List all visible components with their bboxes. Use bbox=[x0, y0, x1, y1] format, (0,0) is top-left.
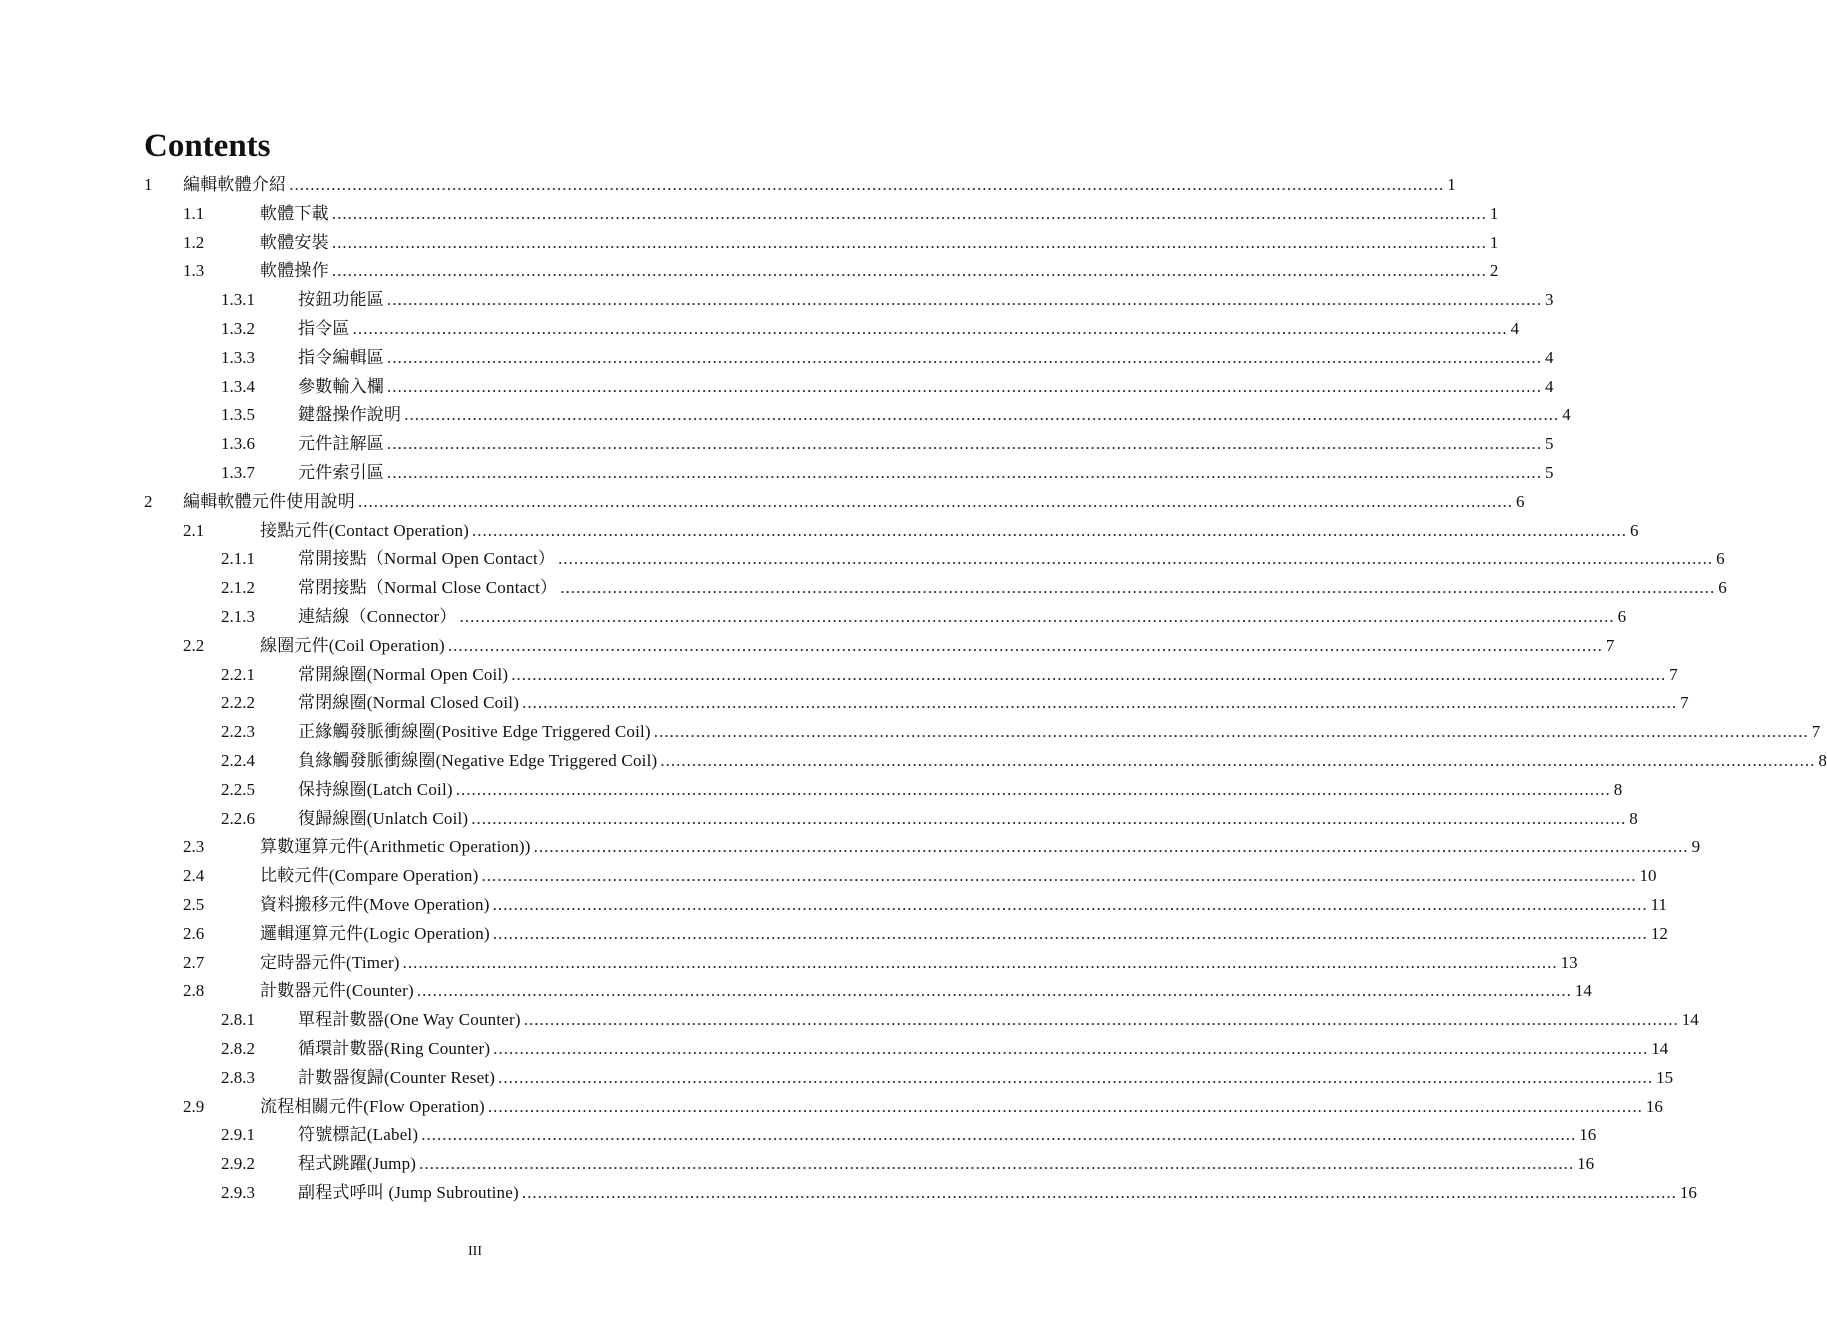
dot-leader: ............................................................................................................................................................................................................................ bbox=[416, 981, 1572, 1001]
toc-entry[interactable] bbox=[0, 286, 1554, 315]
toc-entry-number: 1.2 bbox=[183, 232, 205, 252]
dot-leader: ............................................................................................................................................................................................................................ bbox=[331, 203, 1487, 223]
dot-leader: ............................................................................................................................................................................................................................ bbox=[522, 693, 1678, 713]
toc-entry-page: 6 bbox=[1516, 491, 1525, 511]
toc-entry-page: 16 bbox=[1579, 1125, 1597, 1145]
toc-entry-body bbox=[298, 776, 1623, 805]
toc-entry-page: 13 bbox=[1560, 952, 1578, 972]
toc-entry-page: 12 bbox=[1650, 923, 1668, 943]
toc-entry-title: 副程式呼叫 (Jump Subroutine) bbox=[298, 1182, 519, 1202]
toc-entry-body bbox=[298, 574, 1727, 603]
toc-entry-number: 2.2.2 bbox=[221, 693, 255, 713]
toc-entry-page: 6 bbox=[1630, 520, 1639, 540]
toc-entry[interactable] bbox=[0, 833, 1701, 862]
toc-entry-title: 參數輸入欄 bbox=[298, 376, 384, 396]
toc-entry-title: 循環計數器(Ring Counter) bbox=[298, 1038, 491, 1058]
toc-entry-title: 常開線圈(Normal Open Coil) bbox=[298, 664, 509, 684]
dot-leader: ............................................................................................................................................................................................................................ bbox=[404, 405, 1560, 425]
toc-entry-title: 按鈕功能區 bbox=[298, 290, 384, 310]
toc-entry-body bbox=[298, 315, 1520, 344]
toc-entry[interactable] bbox=[0, 1150, 1595, 1179]
toc-entry-body bbox=[260, 833, 1701, 862]
toc-entry-body bbox=[260, 229, 1499, 258]
toc-entry-body bbox=[260, 1093, 1663, 1122]
toc-entry-page: 1 bbox=[1447, 175, 1456, 194]
toc-entry[interactable] bbox=[0, 689, 1689, 718]
toc-entry-body bbox=[298, 401, 1571, 430]
dot-leader: ............................................................................................................................................................................................................................ bbox=[511, 664, 1667, 684]
dot-leader: ............................................................................................................................................................................................................................ bbox=[387, 462, 1542, 482]
toc-entry-number: 2.5 bbox=[183, 894, 205, 914]
toc-entry-page: 4 bbox=[1510, 318, 1520, 338]
toc-entry-title: 編輯軟體介紹 bbox=[183, 175, 287, 194]
toc-entry-page: 7 bbox=[1605, 635, 1615, 655]
toc-entry[interactable] bbox=[0, 1006, 1699, 1035]
toc-entry-number: 2.2.1 bbox=[221, 664, 255, 684]
toc-entry-title: 保持線圈(Latch Coil) bbox=[298, 779, 453, 799]
table-of-contents bbox=[0, 171, 1827, 1208]
toc-entry-number: 1.3.7 bbox=[221, 462, 255, 482]
toc-entry-title: 流程相關元件(Flow Operation) bbox=[260, 1096, 485, 1116]
toc-entry[interactable] bbox=[0, 1035, 1669, 1064]
toc-entry-number: 1.3 bbox=[183, 261, 205, 281]
toc-entry-number: 2.2.3 bbox=[221, 722, 255, 742]
toc-entry-title: 軟體安裝 bbox=[260, 232, 329, 252]
toc-entry-title: 鍵盤操作說明 bbox=[298, 405, 402, 425]
toc-entry-number: 2.9.1 bbox=[221, 1125, 255, 1145]
toc-entry-body bbox=[298, 1121, 1597, 1150]
dot-leader: ............................................................................................................................................................................................................................ bbox=[521, 1182, 1677, 1202]
toc-entry-page: 1 bbox=[1489, 232, 1499, 252]
dot-leader: ............................................................................................................................................................................................................................ bbox=[660, 750, 1816, 770]
toc-entry-title: 資料搬移元件(Move Operation) bbox=[260, 894, 490, 914]
dot-leader: ............................................................................................................................................................................................................................ bbox=[331, 261, 1487, 281]
toc-entry-body bbox=[298, 1035, 1669, 1064]
toc-entry-body bbox=[298, 1006, 1699, 1035]
toc-entry-number: 1.3.2 bbox=[221, 318, 255, 338]
toc-entry-title: 符號標記(Label) bbox=[298, 1125, 419, 1145]
toc-entry-title: 常閉線圈(Normal Closed Coil) bbox=[298, 693, 520, 713]
toc-entry[interactable] bbox=[0, 229, 1499, 258]
toc-entry[interactable] bbox=[0, 430, 1554, 459]
toc-entry-number: 2.1.2 bbox=[221, 578, 255, 598]
toc-entry-body bbox=[260, 920, 1668, 949]
toc-entry-body bbox=[298, 1179, 1697, 1208]
toc-entry-page: 16 bbox=[1679, 1182, 1697, 1202]
toc-entry[interactable] bbox=[0, 517, 1639, 546]
toc-entry-body bbox=[260, 949, 1578, 978]
toc-entry[interactable] bbox=[0, 632, 1615, 661]
toc-entry-title: 常閉接點（Normal Close Contact） bbox=[298, 578, 558, 598]
toc-entry[interactable] bbox=[0, 459, 1554, 488]
toc-entry-number: 2.1 bbox=[183, 520, 205, 540]
toc-entry-title: 編輯軟體元件使用說明 bbox=[183, 491, 355, 511]
dot-leader: ............................................................................................................................................................................................................................ bbox=[289, 175, 1445, 194]
toc-entry-page: 5 bbox=[1545, 434, 1554, 454]
toc-entry-number: 2.9.3 bbox=[221, 1182, 255, 1202]
toc-entry[interactable] bbox=[0, 747, 1827, 776]
toc-entry-number: 2.2 bbox=[183, 635, 205, 655]
toc-entry-page: 15 bbox=[1656, 1067, 1674, 1087]
toc-entry-body bbox=[298, 430, 1554, 459]
toc-entry-title: 單程計數器(One Way Counter) bbox=[298, 1010, 521, 1030]
toc-entry[interactable] bbox=[0, 977, 1592, 1006]
toc-entry-page: 4 bbox=[1562, 405, 1571, 425]
toc-entry-body bbox=[298, 286, 1554, 315]
dot-leader: ............................................................................................................................................................................................................................ bbox=[419, 1154, 1575, 1174]
toc-entry-body bbox=[298, 603, 1627, 632]
toc-entry-number: 1.3.6 bbox=[221, 434, 255, 454]
dot-leader: ............................................................................................................................................................................................................................ bbox=[387, 347, 1542, 367]
toc-entry-body bbox=[298, 545, 1725, 574]
toc-entry-number: 2.4 bbox=[183, 866, 205, 886]
toc-entry-title: 復歸線圈(Unlatch Coil) bbox=[298, 808, 469, 828]
toc-entry-title: 線圈元件(Coil Operation) bbox=[260, 635, 445, 655]
toc-entry-number: 2.1.3 bbox=[221, 606, 255, 626]
toc-entry-page: 9 bbox=[1691, 837, 1701, 857]
toc-entry-page: 16 bbox=[1577, 1154, 1595, 1174]
toc-entry[interactable] bbox=[0, 1064, 1674, 1093]
toc-entry-body bbox=[260, 257, 1499, 286]
toc-entry-number: 2.7 bbox=[183, 952, 205, 972]
dot-leader: ............................................................................................................................................................................................................................ bbox=[358, 491, 1513, 511]
toc-entry-body bbox=[260, 977, 1592, 1006]
toc-entry[interactable] bbox=[0, 862, 1657, 891]
toc-entry-page: 6 bbox=[1617, 606, 1627, 626]
toc-entry-body bbox=[298, 459, 1554, 488]
toc-entry[interactable] bbox=[0, 257, 1499, 286]
dot-leader: ............................................................................................................................................................................................................................ bbox=[653, 722, 1809, 742]
toc-entry-number: 1 bbox=[144, 175, 153, 194]
dot-leader: ............................................................................................................................................................................................................................ bbox=[493, 1038, 1649, 1058]
toc-entry-body bbox=[298, 689, 1689, 718]
toc-entry-body bbox=[260, 891, 1667, 920]
dot-leader: ............................................................................................................................................................................................................................ bbox=[447, 635, 1603, 655]
toc-entry-number: 2.8.1 bbox=[221, 1010, 255, 1030]
dot-leader: ............................................................................................................................................................................................................................ bbox=[487, 1096, 1643, 1116]
toc-entry-body bbox=[260, 632, 1615, 661]
toc-entry-page: 4 bbox=[1545, 376, 1554, 396]
toc-entry-body bbox=[298, 344, 1554, 373]
toc-entry-number: 2.8 bbox=[183, 981, 205, 1001]
toc-entry-page: 6 bbox=[1716, 549, 1725, 569]
dot-leader: ............................................................................................................................................................................................................................ bbox=[421, 1125, 1577, 1145]
toc-entry-number: 2.6 bbox=[183, 923, 205, 943]
dot-leader: ............................................................................................................................................................................................................................ bbox=[560, 578, 1716, 598]
toc-entry[interactable] bbox=[0, 315, 1520, 344]
dot-leader: ............................................................................................................................................................................................................................ bbox=[498, 1067, 1654, 1087]
toc-entry[interactable] bbox=[0, 891, 1667, 920]
toc-entry-number: 2.2.6 bbox=[221, 808, 255, 828]
toc-entry-number: 1.3.1 bbox=[221, 290, 255, 310]
toc-entry-number: 2.2.5 bbox=[221, 779, 255, 799]
toc-entry-title: 程式跳躍(Jump) bbox=[298, 1154, 417, 1174]
toc-entry-title: 指令區 bbox=[298, 318, 350, 338]
toc-entry[interactable] bbox=[0, 545, 1725, 574]
toc-entry-title: 軟體下載 bbox=[260, 203, 329, 223]
toc-entry-page: 7 bbox=[1680, 693, 1689, 713]
toc-entry-body bbox=[298, 661, 1678, 690]
toc-entry-title: 軟體操作 bbox=[260, 261, 329, 281]
toc-entry[interactable] bbox=[0, 1121, 1597, 1150]
toc-entry-page: 7 bbox=[1669, 664, 1678, 684]
toc-entry-number: 1.1 bbox=[183, 203, 205, 223]
dot-leader: ............................................................................................................................................................................................................................ bbox=[459, 606, 1615, 626]
toc-entry-number: 2.9 bbox=[183, 1096, 205, 1116]
toc-entry-title: 元件註解區 bbox=[298, 434, 384, 454]
toc-entry-body bbox=[298, 373, 1554, 402]
dot-leader: ............................................................................................................................................................................................................................ bbox=[455, 779, 1611, 799]
dot-leader: ............................................................................................................................................................................................................................ bbox=[558, 549, 1714, 569]
toc-entry-page: 1 bbox=[1489, 203, 1499, 223]
contents-heading: Contents bbox=[144, 128, 271, 164]
dot-leader: ............................................................................................................................................................................................................................ bbox=[472, 520, 1628, 540]
toc-entry-page: 16 bbox=[1645, 1096, 1663, 1116]
toc-entry-body bbox=[298, 718, 1821, 747]
dot-leader: ............................................................................................................................................................................................................................ bbox=[492, 923, 1648, 943]
toc-entry-number: 2.1.1 bbox=[221, 549, 255, 569]
toc-entry-number: 1.3.4 bbox=[221, 376, 255, 396]
toc-entry[interactable] bbox=[0, 949, 1578, 978]
dot-leader: ............................................................................................................................................................................................................................ bbox=[492, 894, 1648, 914]
toc-entry-page: 14 bbox=[1651, 1038, 1669, 1058]
toc-entry-title: 定時器元件(Timer) bbox=[260, 952, 400, 972]
toc-entry[interactable] bbox=[0, 344, 1554, 373]
dot-leader: ............................................................................................................................................................................................................................ bbox=[387, 434, 1542, 454]
toc-entry-body bbox=[298, 1150, 1595, 1179]
toc-entry-page: 8 bbox=[1629, 808, 1638, 828]
toc-entry[interactable] bbox=[0, 661, 1678, 690]
toc-entry-title: 指令編輯區 bbox=[298, 347, 384, 367]
toc-entry[interactable] bbox=[0, 718, 1821, 747]
toc-entry[interactable] bbox=[0, 1179, 1697, 1208]
toc-entry-body bbox=[298, 747, 1827, 776]
toc-entry-page: 4 bbox=[1545, 347, 1554, 367]
toc-entry-number: 2.9.2 bbox=[221, 1154, 255, 1174]
toc-entry-body bbox=[183, 171, 1456, 200]
toc-entry-body bbox=[298, 805, 1638, 834]
dot-leader: ............................................................................................................................................................................................................................ bbox=[402, 952, 1558, 972]
toc-entry-number: 2 bbox=[144, 491, 153, 511]
toc-entry[interactable] bbox=[0, 373, 1554, 402]
toc-entry[interactable] bbox=[0, 920, 1668, 949]
toc-entry[interactable] bbox=[0, 200, 1499, 229]
toc-entry-title: 邏輯運算元件(Logic Operation) bbox=[260, 923, 490, 943]
toc-entry-body bbox=[260, 862, 1657, 891]
toc-entry-title: 接點元件(Contact Operation) bbox=[260, 520, 470, 540]
dot-leader: ............................................................................................................................................................................................................................ bbox=[387, 290, 1542, 310]
toc-entry-title: 負緣觸發脈衝線圈(Negative Edge Triggered Coil) bbox=[298, 750, 658, 770]
toc-entry-title: 比較元件(Compare Operation) bbox=[260, 866, 479, 886]
toc-entry-page: 5 bbox=[1545, 462, 1554, 482]
toc-entry-page: 7 bbox=[1811, 722, 1821, 742]
toc-entry[interactable] bbox=[0, 171, 1456, 200]
toc-entry-title: 計數器復歸(Counter Reset) bbox=[298, 1067, 496, 1087]
toc-entry-number: 2.8.2 bbox=[221, 1038, 255, 1058]
toc-entry[interactable] bbox=[0, 488, 1525, 517]
toc-entry-title: 正緣觸發脈衝線圈(Positive Edge Triggered Coil) bbox=[298, 722, 651, 742]
toc-entry-number: 1.3.3 bbox=[221, 347, 255, 367]
toc-entry-number: 2.3 bbox=[183, 837, 205, 857]
toc-entry[interactable] bbox=[0, 574, 1727, 603]
toc-entry-title: 常開接點（Normal Open Contact） bbox=[298, 549, 556, 569]
toc-entry-page: 10 bbox=[1639, 866, 1657, 886]
dot-leader: ............................................................................................................................................................................................................................ bbox=[481, 866, 1637, 886]
dot-leader: ............................................................................................................................................................................................................................ bbox=[533, 837, 1689, 857]
toc-entry[interactable] bbox=[0, 805, 1638, 834]
toc-entry[interactable] bbox=[0, 1093, 1663, 1122]
toc-entry-number: 1.3.5 bbox=[221, 405, 255, 425]
toc-entry[interactable] bbox=[0, 776, 1623, 805]
toc-entry-page: 8 bbox=[1613, 779, 1623, 799]
toc-entry-body bbox=[298, 1064, 1674, 1093]
toc-entry-title: 計數器元件(Counter) bbox=[260, 981, 414, 1001]
toc-entry-title: 元件索引區 bbox=[298, 462, 384, 482]
toc-entry[interactable] bbox=[0, 401, 1571, 430]
dot-leader: ............................................................................................................................................................................................................................ bbox=[387, 376, 1542, 396]
toc-entry-page: 14 bbox=[1574, 981, 1592, 1001]
toc-entry-title: 算數運算元件(Arithmetic Operation)) bbox=[260, 837, 531, 857]
dot-leader: ............................................................................................................................................................................................................................ bbox=[331, 232, 1487, 252]
toc-entry-body bbox=[260, 200, 1499, 229]
dot-leader: ............................................................................................................................................................................................................................ bbox=[352, 318, 1508, 338]
toc-entry-page: 14 bbox=[1681, 1010, 1699, 1030]
toc-entry-title: 連結線（Connector） bbox=[298, 606, 457, 626]
toc-entry-page: 2 bbox=[1489, 261, 1499, 281]
toc-entry-page: 6 bbox=[1718, 578, 1727, 598]
toc-entry-number: 2.8.3 bbox=[221, 1067, 255, 1087]
dot-leader: ............................................................................................................................................................................................................................ bbox=[523, 1010, 1679, 1030]
toc-entry-body bbox=[260, 517, 1639, 546]
toc-entry-page: 3 bbox=[1545, 290, 1554, 310]
toc-entry-number: 2.2.4 bbox=[221, 750, 255, 770]
toc-entry-page: 8 bbox=[1818, 750, 1827, 770]
toc-entry-page: 11 bbox=[1650, 894, 1667, 914]
toc-entry[interactable] bbox=[0, 603, 1627, 632]
page-number: III bbox=[468, 1244, 482, 1259]
dot-leader: ............................................................................................................................................................................................................................ bbox=[471, 808, 1627, 828]
toc-entry-body bbox=[183, 488, 1525, 517]
